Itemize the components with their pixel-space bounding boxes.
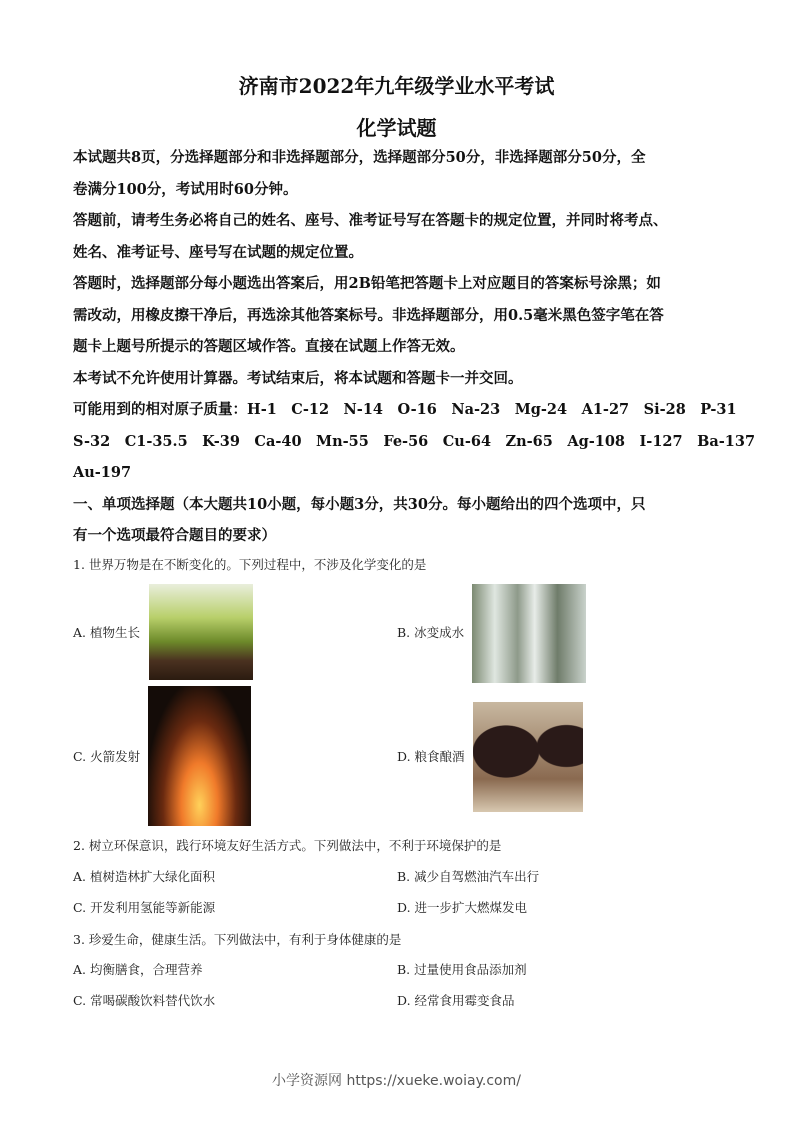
rocket-launch-image — [148, 686, 251, 826]
q1-option-c: C. 火箭发射 — [73, 749, 141, 764]
instruction-line: 需改动，用橡皮擦干净后，再选涂其他答案标号。非选择题部分，用0.5毫米黑色签字笔在答 — [73, 306, 664, 324]
instruction-line: 有一个选项最符合题目的要求） — [73, 527, 276, 544]
q3-option-b: B. 过量使用食品添加剂 — [397, 962, 527, 977]
ice-melting-image — [472, 584, 586, 683]
q2-option-b: B. 减少自驾燃油汽车出行 — [397, 869, 540, 884]
footer-watermark: 小学资源网 https://xueke.woiay.com/ — [272, 1073, 521, 1089]
q3-option-a: A. 均衡膳食，合理营养 — [73, 962, 203, 977]
instruction-line: 一、单项选择题（本大题共10小题，每小题3分，共30分。每小题给出的四个选项中，只 — [73, 495, 646, 513]
instruction-line: 本考试不允许使用计算器。考试结束后，将本试题和答题卡一并交回。 — [73, 369, 523, 387]
plant-growth-image — [149, 584, 253, 680]
question-1-stem: 1. 世界万物是在不断变化的。下列过程中，不涉及化学变化的是 — [73, 557, 427, 572]
question-2-stem: 2. 树立环保意识，践行环境友好生活方式。下列做法中，不利于环境保护的是 — [73, 838, 502, 853]
q2-option-c: C. 开发利用氢能等新能源 — [73, 900, 216, 915]
question-3-stem: 3. 珍爱生命，健康生活。下列做法中，有利于身体健康的是 — [73, 932, 402, 947]
wine-jars-image — [473, 702, 583, 812]
q3-option-c: C. 常喝碳酸饮料替代饮水 — [73, 993, 216, 1008]
q2-option-a: A. 植树造林扩大绿化面积 — [73, 869, 215, 884]
instruction-line: 答题时，选择题部分每小题选出答案后，用2B铅笔把答题卡上对应题目的答案标号涂黑；如 — [73, 275, 661, 292]
instruction-line: 答题前，请考生务必将自己的姓名、座号、准考证号写在答题卡的规定位置，并同时将考点、 — [73, 212, 668, 229]
q1-option-a: A. 植物生长 — [73, 625, 140, 640]
instruction-line: 姓名、准考证号、座号写在试题的规定位置。 — [73, 243, 363, 261]
exam-subtitle: 化学试题 — [356, 116, 437, 140]
instruction-line: 可能用到的相对原子质量：H-1 C-12 N-14 O-16 Na-23 Mg-24 A1-27 Si-28 P-31 — [73, 401, 737, 418]
exam-title: 济南市2022年九年级学业水平考试 — [238, 74, 555, 98]
instruction-line: Au-197 — [73, 464, 132, 481]
instruction-line: 本试题共8页，分选择题部分和非选择题部分，选择题部分50分，非选择题部分50分，全 — [73, 149, 646, 166]
q1-option-d: D. 粮食酿酒 — [397, 749, 465, 764]
instruction-line: S-32 C1-35.5 K-39 Ca-40 Mn-55 Fe-56 Cu-64 Zn-65 Ag-108 I-127 Ba-137 — [73, 432, 756, 450]
instruction-line: 卷满分100分，考试用时60分钟。 — [73, 180, 298, 198]
instruction-line: 题卡上题号所提示的答题区域作答。直接在试题上作答无效。 — [73, 338, 465, 355]
q3-option-d: D. 经常食用霉变食品 — [397, 993, 515, 1008]
q1-option-b: B. 冰变成水 — [397, 625, 465, 640]
q2-option-d: D. 进一步扩大燃煤发电 — [397, 900, 528, 915]
